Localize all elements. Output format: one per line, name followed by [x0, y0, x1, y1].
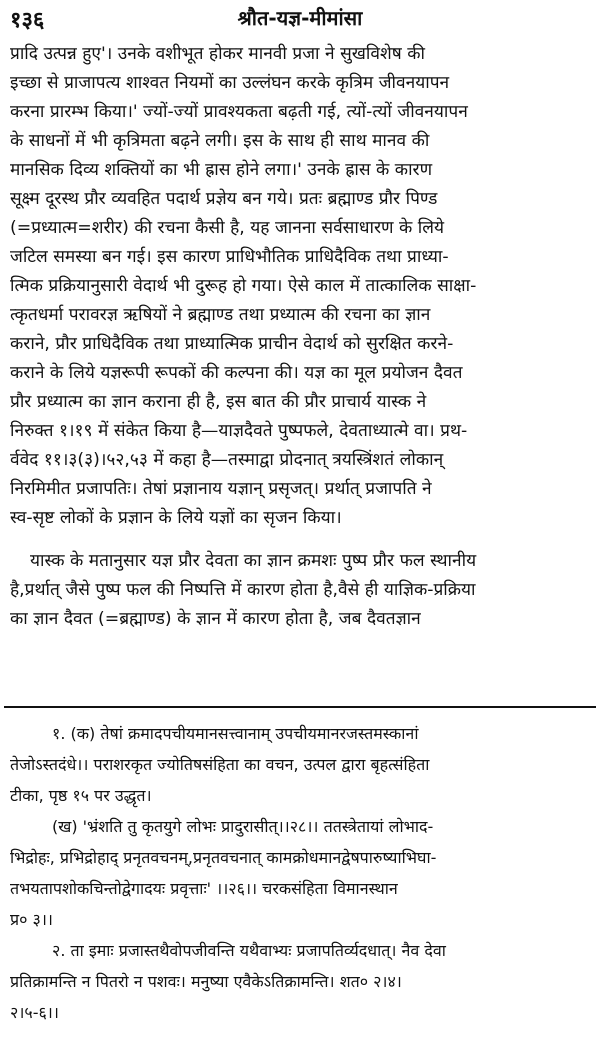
- text-line: कराने के लिये यज्ञरूपी रूपकों की कल्पना की। यज्ञ का मूल प्रयोजन दैवत: [10, 363, 463, 383]
- text-line: (=प्रध्यात्म=शरीर) की रचना कैसी है, यह जानना सर्वसाधारण के लिये: [10, 218, 444, 238]
- running-title: श्रौत-यज्ञ-मीमांसा: [237, 6, 363, 30]
- footnote-line: २।५-६।।: [10, 1003, 59, 1022]
- text-line: प्रादि उत्पन्न हुए'। उनके वशीभूत होकर मानवी प्रजा ने सुखविशेष की: [10, 44, 425, 64]
- text-line: निरुक्त १।१९ में संकेत किया है—याज्ञदैवते पुष्पफले, देवताध्यात्मे वा। प्रथ-: [10, 421, 468, 441]
- text-line: है,प्रर्थात् जैसे पुष्प फल की निष्पत्ति में कारण होता है,वैसे ही याज्ञिक-प्रक्रिया: [10, 580, 476, 600]
- footnote-line: २. ता इमाः प्रजास्तथैवोपजीवन्ति यथैवाभ्यः प्रजापतिर्व्यदधात्। नैव देवा: [52, 941, 446, 960]
- footnote-line: टीका, पृष्ठ १५ पर उद्धृत।: [10, 786, 152, 805]
- text-line: सूक्ष्म दूरस्थ प्रौर व्यवहित पदार्थ प्रज्ञेय बन गये। प्रतः ब्रह्माण्ड प्रौर पिण्ड: [10, 189, 438, 209]
- footnote-line: १. (क) तेषां क्रमादपचीयमानसत्त्वानाम् उपचीयमानरजस्तमस्कानां: [52, 724, 419, 743]
- footnote-line: प्रतिक्रामन्ति न पितरो न पशवः। मनुष्या एवैकेऽतिक्रामन्ति। शत० २।४।: [10, 972, 402, 991]
- footnote-line: प्र० ३।।: [10, 910, 53, 929]
- footnote-line: भिद्रोहः, प्रभिद्रोहाद् प्रनृतवचनम्,प्रनृतवचनात् कामक्रोधमानद्वेषपारुष्याभिघा-: [10, 848, 437, 867]
- text-line: का ज्ञान दैवत (=ब्रह्माण्ड) के ज्ञान में कारण होता है, जब दैवतज्ञान: [10, 609, 421, 629]
- page-number: १३६: [10, 8, 45, 33]
- footnote-divider: [4, 706, 596, 708]
- text-line: कराने, प्रौर प्राधिदैविक तथा प्राध्यात्मिक प्राचीन वेदार्थ को सुरक्षित करने-: [10, 334, 454, 354]
- text-line: निरमिमीत प्रजापतिः। तेषां प्रज्ञानाय यज्ञान् प्रसृजत्। प्रर्थात् प्रजापति ने: [10, 479, 432, 499]
- page-header: [0, 0, 600, 40]
- text-line: के साधनों में भी कृत्रिमता बढ़ने लगी। इस के साथ ही साथ मानव की: [10, 131, 430, 151]
- text-line: मानसिक दिव्य शक्तियों का भी ह्रास होने लगा।' उनके ह्रास के कारण: [10, 160, 433, 180]
- text-line: स्व-सृष्ट लोकों के प्रज्ञान के लिये यज्ञों का सृजन किया।: [10, 508, 342, 528]
- text-line: जटिल समस्या बन गई। इस कारण प्राधिभौतिक प्राधिदैविक तथा प्राध्या-: [10, 247, 449, 267]
- footnote-line: (ख) 'भ्रंशति तु कृतयुगे लोभः प्रादुरासीत्।।२८।। ततस्त्रेतायां लोभाद-: [52, 817, 434, 836]
- text-line: त्मिक प्रक्रियानुसारी वेदार्थ भी दुरूह हो गया। ऐसे काल में तात्कालिक साक्षा-: [10, 276, 477, 296]
- text-line: र्ववेद ११।३(३)।५२,५३ में कहा है—तस्माद्वा प्रोदनात् त्रयस्त्रिंशतं लोकान्: [10, 450, 444, 470]
- main-text: [10, 40, 595, 634]
- footnotes: [10, 718, 595, 1028]
- footnote-line: तेजोऽस्तदंधे।। पराशरकृत ज्योतिषसंहिता का वचन, उत्पल द्वारा बृहत्संहिता: [10, 755, 430, 774]
- text-line: करना प्रारम्भ किया।' ज्यों-ज्यों प्रावश्यकता बढ़ती गई, त्यों-त्यों जीवनयापन: [10, 102, 468, 122]
- text-line: यास्क के मतानुसार यज्ञ प्रौर देवता का ज्ञान क्रमशः पुष्प प्रौर फल स्थानीय: [30, 551, 477, 571]
- text-line: इच्छा से प्राजापत्य शाश्वत नियमों का उल्लंघन करके कृत्रिम जीवनयापन: [10, 73, 450, 93]
- text-line: त्कृतधर्मा परावरज्ञ ऋषियों ने ब्रह्माण्ड तथा प्रध्यात्म की रचना का ज्ञान: [10, 305, 431, 325]
- paragraph-gap: [10, 533, 595, 547]
- footnote-line: तभयतापशोकचिन्तोद्वेगादयः प्रवृत्ताः' ।।२६।। चरकसंहिता विमानस्थान: [10, 879, 398, 898]
- text-line: प्रौर प्रध्यात्म का ज्ञान कराना ही है, इस बात की प्रौर प्राचार्य यास्क ने: [10, 392, 427, 412]
